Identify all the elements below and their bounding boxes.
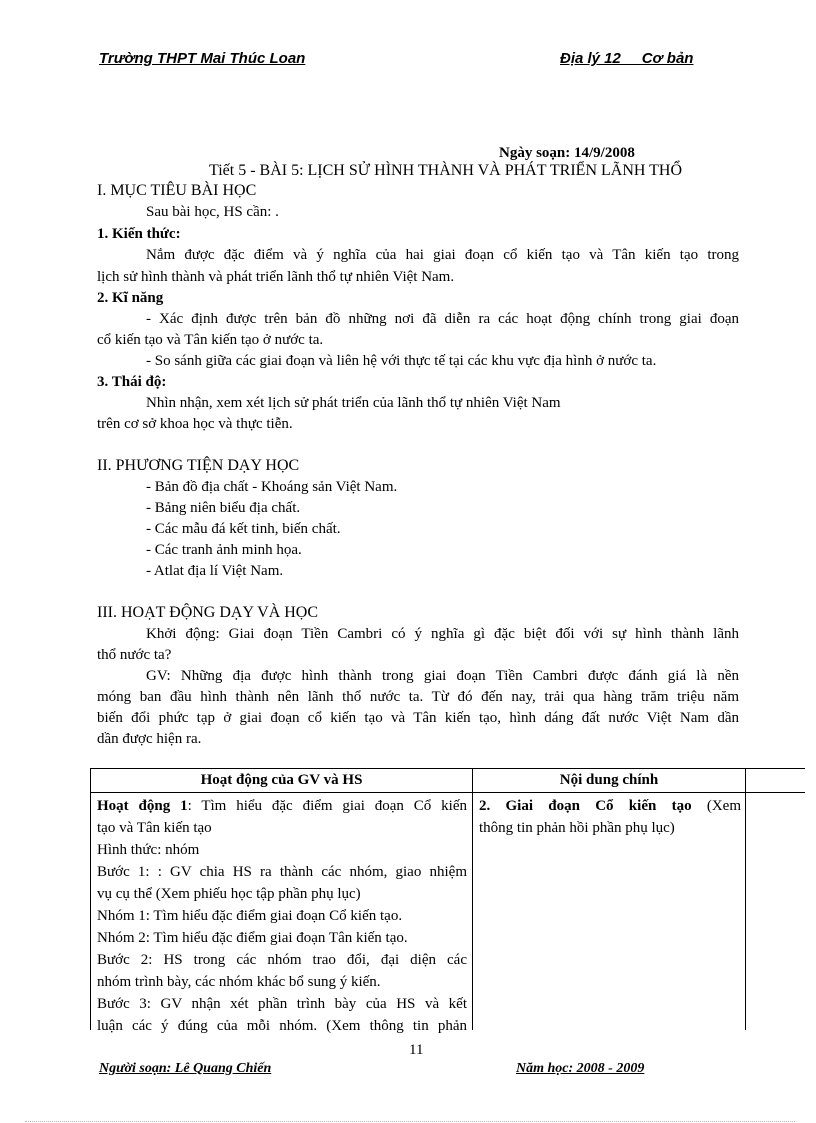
table-header-activities: Hoạt động của GV và HS	[200, 772, 363, 788]
table-cell-activities	[97, 795, 467, 1037]
knowledge-line-2: lịch sử hình thành và phát triển lãnh thổ tự nhiên Việt Nam.	[97, 269, 455, 285]
page-number: 11	[409, 1042, 424, 1058]
knowledge-line-1: Nắm được đặc điểm và ý nghĩa của hai giai đoạn cổ kiến tạo và Tân kiến tạo trong	[146, 247, 739, 263]
footer-year: Năm học: 2008 - 2009	[516, 1061, 645, 1076]
activity-title: Hoạt động 1	[97, 798, 188, 814]
equipment-item: - Bản đồ địa chất - Khoáng sản Việt Nam.	[146, 479, 398, 495]
page-bottom-divider	[25, 1121, 795, 1122]
content-line: 2. Giai đoạn Cổ kiến tạo (Xem	[479, 798, 741, 814]
activity-line: tạo và Tân kiến tạo	[97, 820, 212, 836]
table-header-content: Nội dung chính	[559, 772, 659, 788]
footer-author: Người soạn: Lê Quang Chiến	[99, 1061, 272, 1076]
equipment-item: - Các tranh ảnh minh họa.	[146, 542, 302, 558]
activity-line: Hình thức: nhóm	[97, 842, 200, 858]
section3-heading: III. HOẠT ĐỘNG DẠY VÀ HỌC	[97, 604, 319, 621]
section3-line-4: móng ban đầu hình thành nên lãnh thổ nước ta. Từ đó đến nay, trải qua hàng trăm triệu năm	[97, 689, 739, 705]
activity-line: nhóm trình bày, các nhóm khác bổ sung ý kiến.	[97, 974, 381, 990]
table-left-border	[90, 768, 91, 1030]
activity-line: Nhóm 2: Tìm hiểu đặc điểm giai đoạn Tân kiến tạo.	[97, 930, 408, 946]
attitude-line-1: Nhìn nhận, xem xét lịch sử phát triển của lãnh thổ tự nhiên Việt Nam	[146, 395, 561, 411]
section3-line-3: GV: Những địa được hình thành trong giai đoạn Tiền Cambri được đánh giá là nền	[146, 668, 739, 684]
skills-line-1: - Xác định được trên bản đồ những nơi đã diễn ra các hoạt động chính trong giai đoạn	[146, 311, 739, 327]
activity-line: vụ cụ thể (Xem phiếu học tập phần phụ lục)	[97, 886, 361, 902]
date-line: Ngày soạn: 14/9/2008	[499, 145, 635, 161]
lesson-title-text: Tiết 5 - BÀI 5: LỊCH SỬ HÌNH THÀNH VÀ PHÁT TRIỂN LÃNH THỔ	[209, 162, 683, 179]
table-header-border	[90, 792, 805, 793]
section1-intro: Sau bài học, HS cần: .	[146, 204, 279, 220]
knowledge-heading: 1. Kiến thức:	[97, 226, 181, 242]
table-column-divider	[472, 768, 473, 1030]
equipment-item: - Atlat địa lí Việt Nam.	[146, 563, 284, 579]
content-title: 2. Giai đoạn Cổ kiến tạo	[479, 798, 692, 814]
section2-heading: II. PHƯƠNG TIỆN DẠY HỌC	[97, 457, 300, 474]
header-subject: Địa lý 12 __Cơ bản	[560, 50, 694, 67]
lesson-title	[209, 162, 682, 180]
activity-line: Hoạt động 1: Tìm hiểu đặc điểm giai đoạn Cổ kiến	[97, 798, 467, 814]
activity-line: luận các ý đúng của mỗi nhóm. (Xem thông tin phản	[97, 1018, 467, 1034]
header-school: Trường THPT Mai Thúc Loan	[99, 50, 306, 67]
activity-line: Bước 2: HS trong các nhóm trao đổi, đại diện các	[97, 952, 467, 968]
skills-line-2: cổ kiến tạo và Tân kiến tạo ở nước ta.	[97, 332, 324, 348]
section3-line-5: biến đổi phức tạp ở giai đoạn cổ kiến tạo và Tân kiến tạo, hình dáng đất nước Việt Nam dần	[97, 710, 739, 726]
activity-line: Nhóm 1: Tìm hiểu đặc điểm giai đoạn Cổ kiến tạo.	[97, 908, 403, 924]
section3-line-2: thổ nước ta?	[97, 647, 172, 663]
skills-line-3: - So sánh giữa các giai đoạn và liên hệ với thực tế tại các khu vực địa hình ở nước ta.	[146, 353, 657, 369]
skills-heading: 2. Kĩ năng	[97, 290, 164, 306]
equipment-item: - Các mẫu đá kết tinh, biến chất.	[146, 521, 341, 537]
content-line: thông tin phản hồi phần phụ lục)	[479, 820, 675, 836]
section3-line-1: Khởi động: Giai đoạn Tiền Cambri có ý nghĩa gì đặc biệt đối với sự hình thành lãnh	[146, 626, 739, 642]
table-top-border	[90, 768, 805, 769]
table-cell-content	[479, 795, 741, 839]
attitude-line-2: trên cơ sở khoa học và thực tiễn.	[97, 416, 293, 432]
table-right-border	[745, 768, 746, 1030]
activity-line: Bước 1: : GV chia HS ra thành các nhóm, giao nhiệm	[97, 864, 467, 880]
equipment-item: - Bảng niên biểu địa chất.	[146, 500, 301, 516]
section1-heading: I. MỤC TIÊU BÀI HỌC	[97, 182, 257, 199]
attitude-heading: 3. Thái độ:	[97, 374, 167, 390]
activity-line: Bước 3: GV nhận xét phần trình bày của HS và kết	[97, 996, 467, 1012]
section3-line-6: dần được hiện ra.	[97, 731, 202, 747]
